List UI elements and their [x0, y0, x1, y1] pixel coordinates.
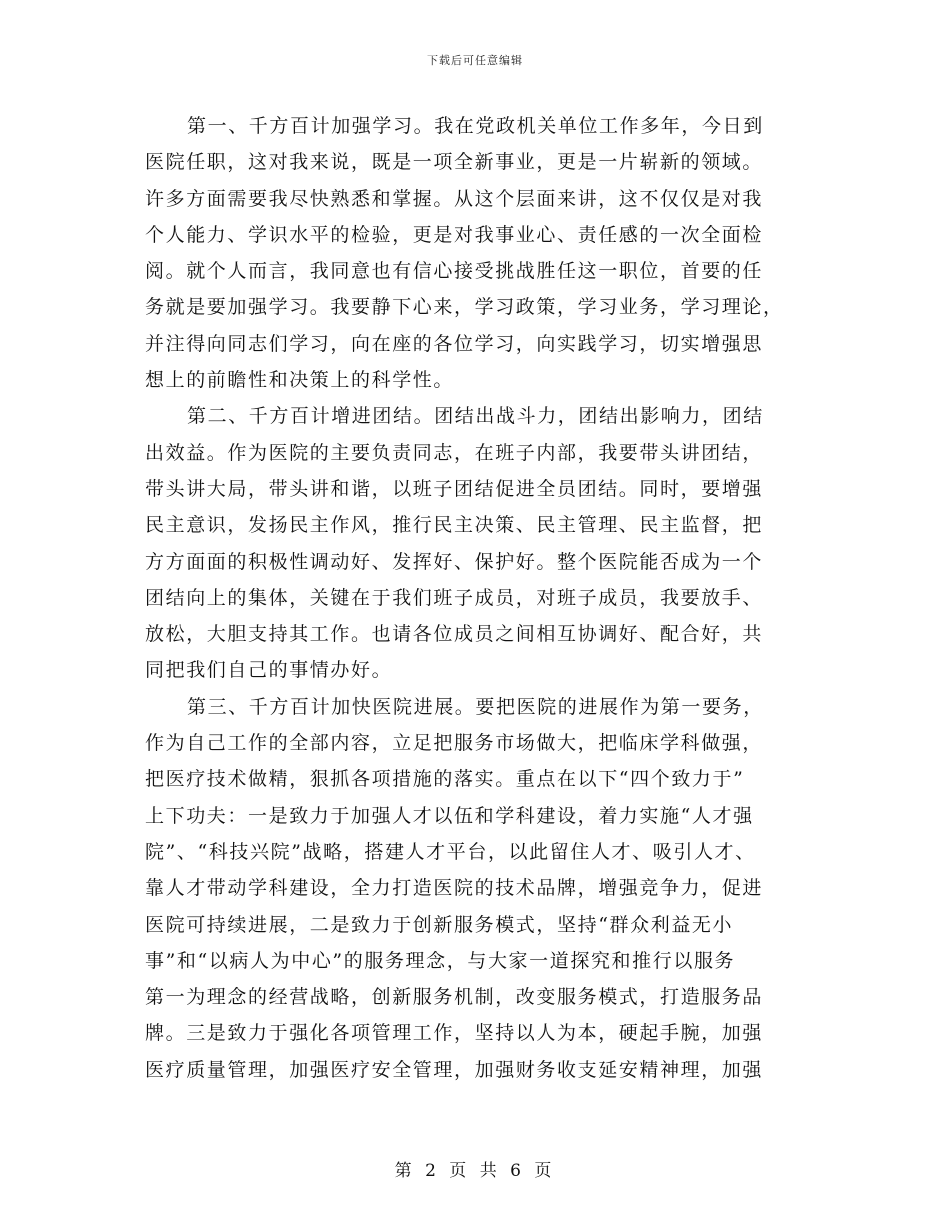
text-line: 第三、千方百计加快医院进展。要把医院的进展作为第一要务，	[187, 695, 764, 718]
text-line: 方方面面的积极性调动好、发挥好、保护好。整个医院能否成为一个	[145, 550, 764, 573]
text-line: 并注得向同志们学习，向在座的各位学习，向实践学习，切实增强思	[145, 332, 764, 355]
text-line: 第二、千方百计增进团结。团结出战斗力，团结出影响力，团结	[187, 405, 764, 428]
page-footer: 第 2 页 共 6 页	[394, 1161, 556, 1181]
text-line: 阅。就个人而言，我同意也有信心接受挑战胜任这一职位，首要的任	[145, 260, 764, 283]
text-line: 院”、“科技兴院”战略，搭建人才平台，以此留住人才、吸引人才、	[145, 840, 756, 863]
text-line: 靠人才带动学科建设，全力打造医院的技术品牌，增强竞争力，促进	[145, 877, 764, 900]
text-line: 第一、千方百计加强学习。我在党政机关单位工作多年，今日到	[187, 115, 764, 137]
document-body	[145, 108, 815, 1088]
text-line: 务就是要加强学习。我要静下心来，学习政策，学习业务，学习理论，	[145, 296, 784, 319]
text-line: 医疗质量管理，加强医疗安全管理，加强财务收支延安精神理，加强	[145, 1058, 764, 1081]
text-line: 想上的前瞻性和决策上的科学性。	[145, 369, 455, 392]
text-line: 放松，大胆支持其工作。也请各位成员之间相互协调好、配合好，共	[145, 623, 764, 646]
text-line: 个人能力、学识水平的检验，更是对我事业心、责任感的一次全面检	[145, 223, 764, 246]
page-header: 下载后可任意编辑	[427, 54, 523, 67]
text-line: 作为自己工作的全部内容，立足把服务市场做大，把临床学科做强，	[145, 732, 764, 755]
text-line: 出效益。作为医院的主要负责同志，在班子内部，我要带头讲团结，	[145, 441, 764, 464]
text-line: 牌。三是致力于强化各项管理工作，坚持以人为本，硬起手腕，加强	[145, 1022, 764, 1045]
text-line: 许多方面需要我尽快熟悉和掌握。从这个层面来讲，这不仅仅是对我	[145, 187, 764, 210]
text-line: 上下功夫：一是致力于加强人才以伍和学科建设，着力实施“人才强	[145, 804, 754, 827]
text-line: 团结向上的集体，关键在于我们班子成员，对班子成员，我要放手、	[145, 586, 764, 609]
paragraph-3	[145, 689, 815, 1088]
paragraph-1	[145, 108, 815, 398]
paragraph-2	[145, 398, 815, 688]
text-line: 医院任职，这对我来说，既是一项全新事业，更是一片崭新的领域。	[145, 151, 764, 174]
text-line: 医院可持续进展，二是致力于创新服务模式，坚持“群众利益无小	[145, 913, 734, 936]
text-line: 同把我们自己的事情办好。	[145, 659, 393, 682]
text-line: 第一为理念的经营战略，创新服务机制，改变服务模式，打造服务品	[145, 986, 764, 1009]
text-line: 把医疗技术做精，狠抓各项措施的落实。重点在以下“四个致力于”	[145, 768, 745, 791]
text-line: 民主意识，发扬民主作风，推行民主决策、民主管理、民主监督，把	[145, 514, 764, 537]
text-line: 带头讲大局，带头讲和谐，以班子团结促进全员团结。同时，要增强	[145, 477, 764, 500]
text-line: 事”和“以病人为中心”的服务理念，与大家一道探究和推行以服务	[145, 949, 736, 972]
